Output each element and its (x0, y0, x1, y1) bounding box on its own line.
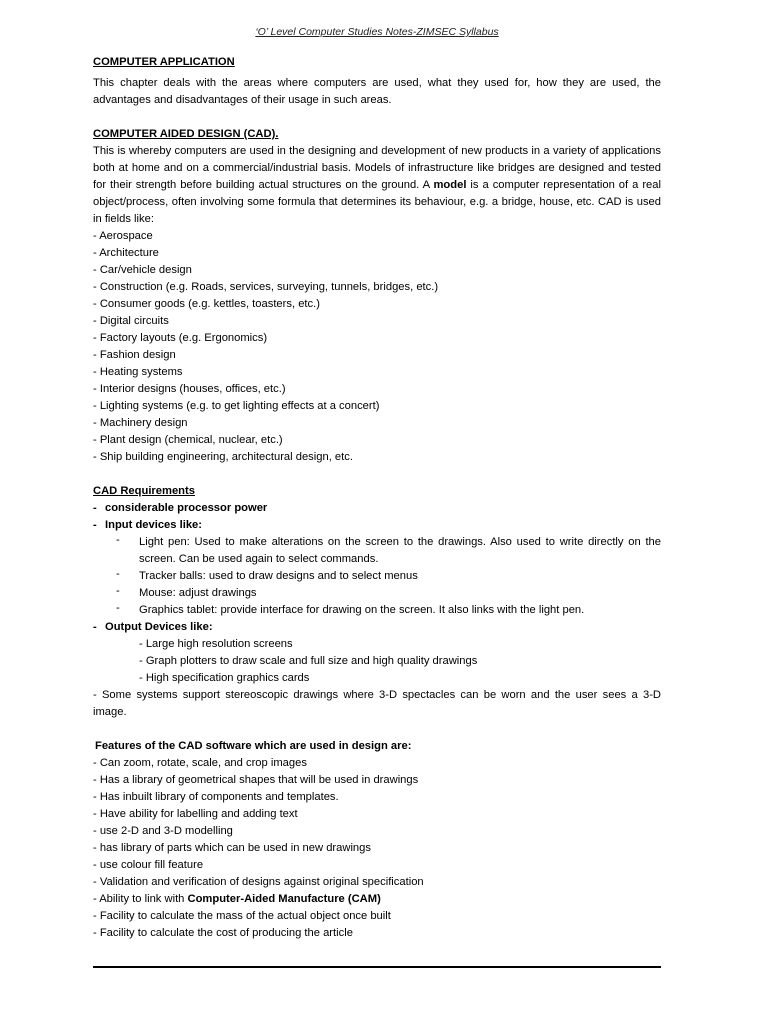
list-item (93, 534, 661, 568)
input-devices-list (93, 534, 661, 619)
list-item: - Facility to calculate the mass of the actual object once built (93, 910, 391, 922)
list-item: - Construction (e.g. Roads, services, surveying, tunnels, bridges, etc.) (93, 281, 439, 293)
list-item: - Car/vehicle design (93, 264, 192, 276)
output-devices-list (93, 636, 661, 687)
bullet-dash: - (93, 621, 97, 633)
requirement-output-devices (93, 619, 661, 636)
list-item: - Validation and verification of designs against original specification (93, 876, 424, 888)
bullet-dash: - (93, 502, 97, 514)
list-item: - Heating systems (93, 366, 183, 378)
list-item: - Graph plotters to draw scale and full size and high quality drawings (139, 655, 478, 667)
list-item: - High specification graphics cards (139, 672, 310, 684)
section-title-cad: COMPUTER AIDED DESIGN (CAD). (93, 128, 279, 140)
cad-paragraph (93, 143, 661, 228)
list-item: - Factory layouts (e.g. Ergonomics) (93, 332, 268, 344)
list-item (93, 568, 661, 585)
list-item: - Has a library of geometrical shapes that will be used in drawings (93, 774, 419, 786)
list-item (93, 585, 661, 602)
list-item: - Aerospace (93, 230, 153, 242)
list-item: - Digital circuits (93, 315, 169, 327)
bullet-dash: - (116, 534, 120, 546)
requirement-processor (93, 500, 661, 517)
requirement-output-text: Output Devices like: (105, 621, 213, 633)
bullet-dash: - (116, 602, 120, 614)
list-item: - Lighting systems (e.g. to get lighting effects at a concert) (93, 400, 380, 412)
cad-paragraph-part2: is a computer representation of a real object/process, often involving some formula that determines its behaviour, e.g. a bridge, house, etc. CAD is used in fields like: (93, 179, 661, 225)
list-item: - Plant design (chemical, nuclear, etc.) (93, 434, 283, 446)
input-device-text: Graphics tablet: provide interface for drawing on the screen. It also links with the light pen. (139, 604, 585, 616)
input-device-text: Tracker balls: used to draw designs and to select menus (139, 570, 418, 582)
bullet-dash: - (116, 568, 120, 580)
list-item (93, 602, 661, 619)
list-item: - Have ability for labelling and adding text (93, 808, 298, 820)
list-item: - Machinery design (93, 417, 188, 429)
requirement-processor-text: considerable processor power (105, 502, 268, 514)
requirement-input-text: Input devices like: (105, 519, 202, 531)
cad-paragraph-part1: This is whereby computers are used in the designing and development of new products in a variety of applications both at home and on a commercial/industrial basis. Models of infrastructure like bridges are designed and tested for their strength before building actual structures on the ground. A (93, 145, 661, 191)
cam-term: Computer-Aided Manufacture (CAM) (187, 893, 381, 905)
section-title-cad-requirements: CAD Requirements (93, 485, 195, 497)
input-device-text: Mouse: adjust drawings (139, 587, 257, 599)
list-item: - has library of parts which can be used in new drawings (93, 842, 371, 854)
document-body (93, 54, 661, 942)
page-header: ‘O’ Level Computer Studies Notes-ZIMSEC Syllabus (255, 26, 499, 38)
list-item: - use colour fill feature (93, 859, 204, 871)
list-item: - Interior designs (houses, offices, etc.) (93, 383, 286, 395)
cam-prefix: - Ability to link with (93, 893, 188, 905)
cad-fields-list (93, 228, 661, 466)
intro-paragraph: This chapter deals with the areas where computers are used, what they used for, how they are used, the advantages and disadvantages of their usage in such areas. (93, 77, 661, 106)
list-item: - Can zoom, rotate, scale, and crop images (93, 757, 307, 769)
input-device-text: Light pen: Used to make alterations on the screen to the drawings. Also used to write directly on the screen. Can be used again to select commands. (139, 536, 661, 565)
list-item: - Architecture (93, 247, 159, 259)
footer-rule (93, 966, 661, 968)
list-item: - Consumer goods (e.g. kettles, toasters, etc.) (93, 298, 320, 310)
list-item: - Facility to calculate the cost of producing the article (93, 927, 353, 939)
model-term: model (433, 179, 467, 191)
section-title-cad-features: Features of the CAD software which are used in design are: (95, 740, 412, 752)
list-item (93, 891, 661, 908)
bullet-dash: - (93, 519, 97, 531)
section-title-computer-application: COMPUTER APPLICATION (93, 56, 235, 68)
requirement-input-devices (93, 517, 661, 534)
list-item: - use 2-D and 3-D modelling (93, 825, 233, 837)
list-item: - Large high resolution screens (139, 638, 293, 650)
cad-features-list (93, 755, 661, 942)
list-item: - Fashion design (93, 349, 176, 361)
bullet-dash: - (116, 585, 120, 597)
list-item: - Ship building engineering, architectural design, etc. (93, 451, 353, 463)
list-item: - Has inbuilt library of components and templates. (93, 791, 339, 803)
stereoscopic-note: - Some systems support stereoscopic drawings where 3-D spectacles can be worn and the user sees a 3-D image. (93, 689, 661, 718)
